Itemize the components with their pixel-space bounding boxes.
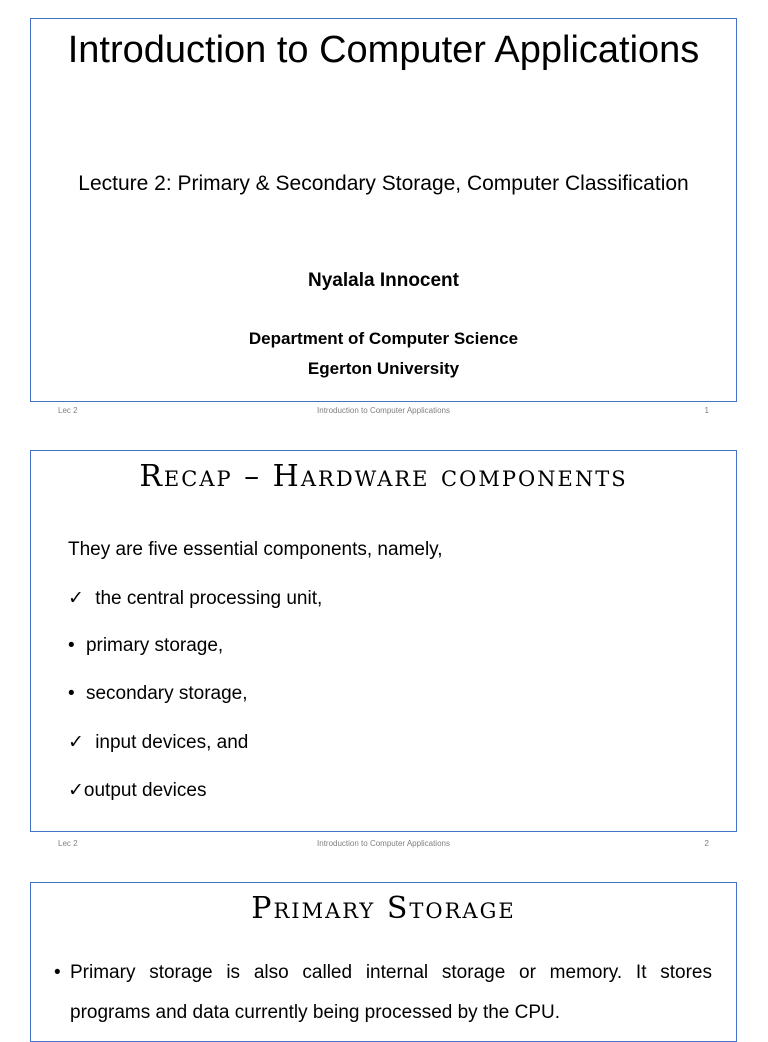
list-item xyxy=(68,779,322,827)
list-item xyxy=(68,683,322,731)
list-item xyxy=(68,731,322,779)
bullet-icon: • xyxy=(68,683,75,704)
checkmark-icon: ✓ xyxy=(68,732,84,753)
slide-1 xyxy=(30,18,737,402)
list-item-text: secondary storage, xyxy=(85,683,248,704)
department: Department of Computer Science xyxy=(248,329,519,348)
list-item-text: input devices, and xyxy=(95,732,249,753)
university: Egerton University xyxy=(307,359,460,378)
slide-title: Primary Storage xyxy=(251,891,516,926)
bullet-paragraph xyxy=(54,953,712,1033)
checkmark-icon: ✓ xyxy=(68,780,84,801)
footer-course-title: Introduction to Computer Applications xyxy=(317,406,450,415)
footer-page-number: 1 xyxy=(704,406,709,415)
slide-2 xyxy=(30,450,737,832)
list-item xyxy=(68,587,322,635)
footer-page-number: 2 xyxy=(704,839,709,848)
list-item xyxy=(68,635,322,683)
intro-text: They are five essential components, namely, xyxy=(68,539,443,560)
slide-title: Recap – Hardware components xyxy=(139,459,628,494)
slide-subtitle: Lecture 2: Primary & Secondary Storage, Computer Classification xyxy=(78,172,689,195)
footer-course-title: Introduction to Computer Applications xyxy=(317,839,450,848)
bullet-icon: • xyxy=(68,635,75,656)
list-item-text: the central processing unit, xyxy=(95,588,323,609)
author-name: Nyalala Innocent xyxy=(308,270,459,291)
checkmark-icon: ✓ xyxy=(68,588,84,609)
bullet-icon: • xyxy=(54,962,61,983)
slide-3 xyxy=(30,882,737,1042)
slide-title: Introduction to Computer Applications xyxy=(67,29,700,71)
bullet-text: Primary storage is also called internal storage or memory. It stores programs and data currently being processed by the CPU. xyxy=(70,962,712,1023)
list-item-text: output devices xyxy=(83,780,207,801)
slide-footer xyxy=(30,406,737,420)
slide-footer xyxy=(30,839,737,853)
component-list xyxy=(68,587,322,827)
footer-lecture: Lec 2 xyxy=(58,839,78,848)
list-item-text: primary storage, xyxy=(85,635,224,656)
footer-lecture: Lec 2 xyxy=(58,406,78,415)
